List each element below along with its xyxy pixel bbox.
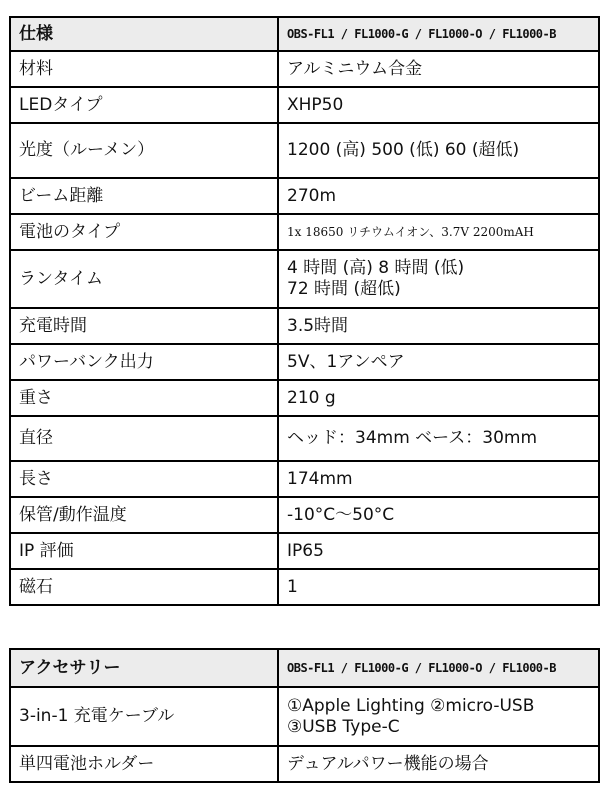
accessory-table: [9, 648, 600, 783]
row-value: XHP50: [278, 87, 599, 123]
table-row: [10, 533, 599, 569]
row-label: 直径: [10, 416, 278, 461]
table-row: [10, 416, 599, 461]
row-value: デュアルパワー機能の場合: [278, 746, 599, 782]
table-row: [10, 214, 599, 250]
accessory-header-label: アクセサリー: [10, 649, 278, 687]
accessory-header-row: [10, 649, 599, 687]
row-value: [278, 250, 599, 308]
accessory-header-models: OBS-FL1 / FL1000-G / FL1000-O / FL1000-B: [278, 649, 599, 687]
table-row: [10, 51, 599, 87]
row-value: 1: [278, 569, 599, 605]
row-label: 充電時間: [10, 308, 278, 344]
row-value-line: 4 時間 (高) 8 時間 (低): [287, 258, 465, 278]
row-label: IP 評価: [10, 533, 278, 569]
spec-header-models: OBS-FL1 / FL1000-G / FL1000-O / FL1000-B: [278, 17, 599, 51]
row-value-line: ①Apple Lighting ②micro-USB: [287, 695, 535, 716]
row-label: 長さ: [10, 461, 278, 497]
row-label: 重さ: [10, 380, 278, 416]
row-value-line: 72 時間 (超低): [287, 279, 401, 299]
row-label: 光度（ルーメン）: [10, 123, 278, 178]
table-row: [10, 123, 599, 178]
table-row: [10, 687, 599, 746]
table-row: [10, 308, 599, 344]
table-row: [10, 250, 599, 308]
row-label: 3-in-1 充電ケーブル: [10, 687, 278, 746]
row-value: 1200 (高) 500 (低) 60 (超低): [278, 123, 599, 178]
row-label: LEDタイプ: [10, 87, 278, 123]
row-value: IP65: [278, 533, 599, 569]
row-value: 3.5時間: [278, 308, 599, 344]
row-label: 単四電池ホルダー: [10, 746, 278, 782]
table-row: [10, 344, 599, 380]
spec-header-row: [10, 17, 599, 51]
row-value-line: ③USB Type-C: [287, 716, 400, 737]
table-row: [10, 497, 599, 533]
spec-header-label: 仕様: [10, 17, 278, 51]
table-row: [10, 178, 599, 214]
row-label: 電池のタイプ: [10, 214, 278, 250]
row-label: 保管/動作温度: [10, 497, 278, 533]
row-label: 磁石: [10, 569, 278, 605]
row-value: 174mm: [278, 461, 599, 497]
row-value: 210 g: [278, 380, 599, 416]
table-row: [10, 461, 599, 497]
table-row: [10, 569, 599, 605]
row-value: 5V、1アンペア: [278, 344, 599, 380]
table-row: [10, 380, 599, 416]
row-value: 270m: [278, 178, 599, 214]
row-label: ランタイム: [10, 250, 278, 308]
table-row: [10, 87, 599, 123]
row-value: 1x 18650 リチウムイオン、3.7V 2200mAH: [278, 214, 599, 250]
row-value: [278, 687, 599, 746]
row-label: パワーバンク出力: [10, 344, 278, 380]
spec-table: [9, 16, 600, 606]
row-label: ビーム距離: [10, 178, 278, 214]
row-value: -10°C〜50°C: [278, 497, 599, 533]
row-value: アルミニウム合金: [278, 51, 599, 87]
row-value: ヘッド：34mm ベース：30mm: [278, 416, 599, 461]
table-row: [10, 746, 599, 782]
row-label: 材料: [10, 51, 278, 87]
